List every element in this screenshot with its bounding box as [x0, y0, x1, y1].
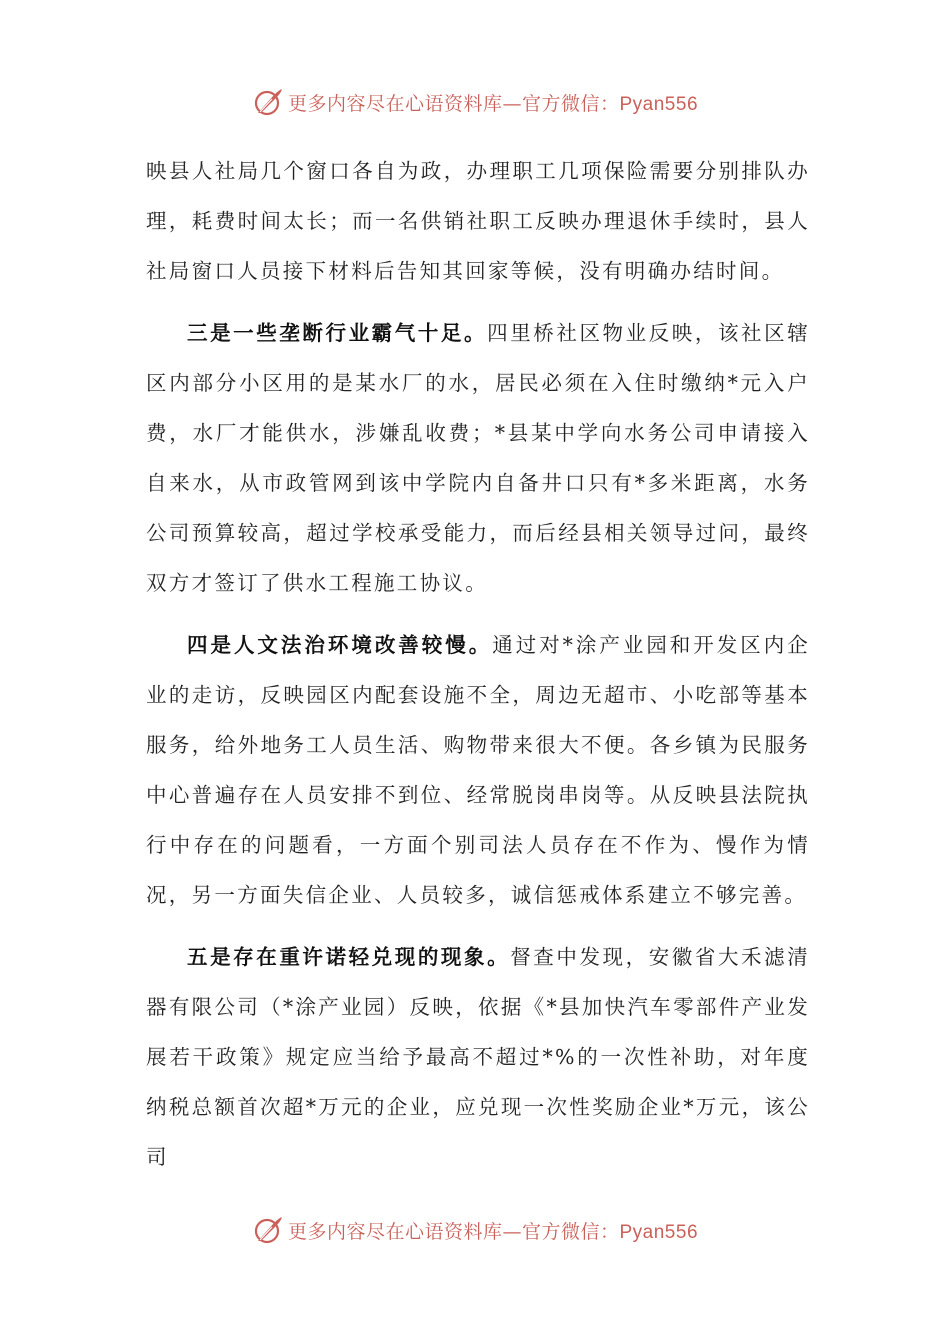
paragraph-text: 映县人社局几个窗口各自为政，办理职工几项保险需要分别排队办理，耗费时间太长；而一名供销社职工反映办理退休手续时，县人社局窗口人员接下材料后告知其回家等候，没有明确办结时间。	[146, 159, 810, 283]
paragraph-lead: 三是一些垄断行业霸气十足。	[187, 321, 488, 345]
quill-pen-circle-icon	[252, 1214, 284, 1246]
paragraph-lead: 四是人文法治环境改善较慢。	[187, 633, 493, 657]
header-banner-text: 更多内容尽在心语资料库—官方微信：Pyan556	[287, 92, 699, 115]
paragraph-text: 四里桥社区物业反映，该社区辖区内部分小区用的是某水厂的水，居民必须在入住时缴纳*元入户费，水厂才能供水，涉嫌乱收费；*县某中学向水务公司申请接入自来水，从市政管网到该中学院内自备井口只有*多米距离，水务公司预算较高，超过学校承受能力，而后经县相关领导过问，最终双方才签订了供水工程施工协议。	[146, 321, 811, 595]
document-body	[146, 146, 810, 1194]
footer-banner	[0, 1210, 950, 1250]
paragraph-text: 通过对*涂产业园和开发区内企业的走访，反映园区内配套设施不全，周边无超市、小吃部等基本服务，给外地务工人员生活、购物带来很大不便。各乡镇为民服务中心普遍存在人员安排不到位、经常脱岗串岗等。从反映县法院执行中存在的问题看，一方面个别司法人员存在不作为、慢作为情况，另一方面失信企业、人员较多，诚信惩戒体系建立不够完善。	[146, 633, 811, 907]
footer-banner-text: 更多内容尽在心语资料库—官方微信：Pyan556	[287, 1220, 699, 1243]
footer-banner-handle: Pyan556	[619, 1221, 699, 1243]
paragraph-text: 督查中发现，安徽省大禾滤清器有限公司（*涂产业园）反映，依据《*县加快汽车零部件产业发展若干政策》规定应当给予最高不超过*%的一次性补助，对年度纳税总额首次超*万元的企业，应兑现一次性奖励企业*万元，该公司	[146, 945, 810, 1169]
quill-pen-circle-icon	[252, 86, 284, 118]
header-banner	[0, 82, 950, 122]
paragraph-promises	[146, 932, 810, 1182]
paragraph-lead: 五是存在重许诺轻兑现的现象。	[187, 945, 511, 969]
paragraph-continuation	[146, 146, 810, 296]
header-banner-handle: Pyan556	[619, 93, 699, 115]
paragraph-rule-of-law	[146, 620, 810, 920]
paragraph-monopoly	[146, 308, 810, 608]
